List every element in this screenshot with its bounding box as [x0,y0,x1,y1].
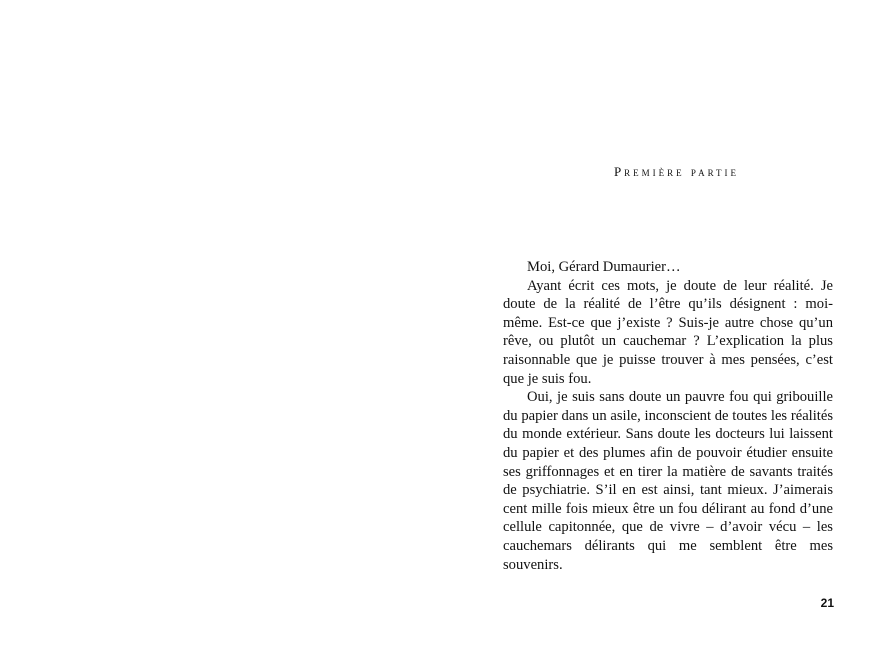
paragraph: Ayant écrit ces mots, je doute de leur réalité. Je doute de la réalité de l’être qu’ils désignent : moi-même. Est-ce que j’existe ? Suis-je autre chose qu’un rêve, ou plutôt un cauchemar ? L’explication la plus raisonnable que je puisse trouver à mes pensées, c’est que je suis fou. [503,277,833,387]
paragraph: Moi, Gérard Dumaurier… [527,259,681,275]
part-title: Première partie [613,164,740,179]
paragraph: Oui, je suis sans doute un pauvre fou qui gribouille du papier dans un asile, inconscient de toutes les réalités du monde extérieur. Sans doute les docteurs lui laissent du papier et des plumes afin de pouvoir étudier ensuite ses griffonnages et en tirer la matière de savants traités de psychiatrie. S’il en est ainsi, tant mieux. J’aimerais cent mille fois mieux être un fou délirant au fond d’une cellule capitonnée, que de vivre – d’avoir vécu – les cauchemars délirants qui me semblent être mes souvenirs. [503,389,833,573]
page-number: 21 [820,596,834,610]
body-text [503,258,833,574]
